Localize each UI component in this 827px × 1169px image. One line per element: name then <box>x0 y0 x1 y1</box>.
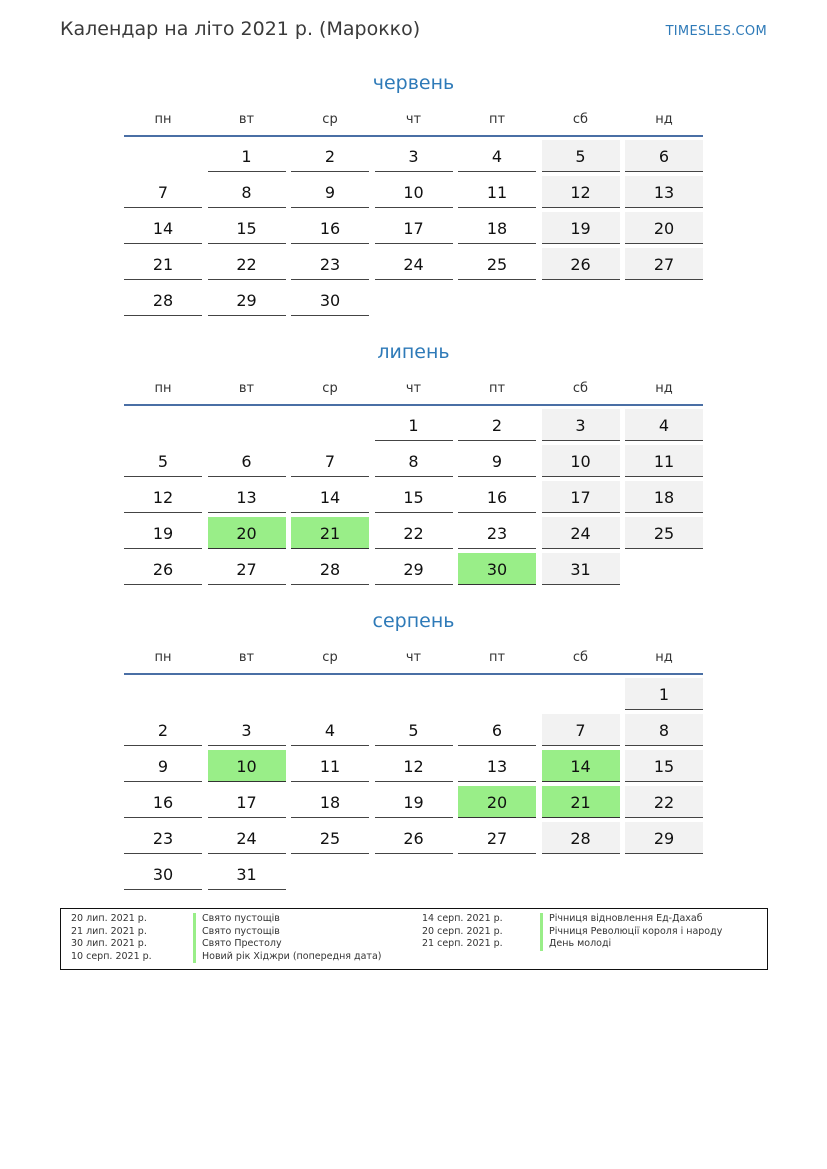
month-block <box>124 68 703 317</box>
day-cell: 17 <box>375 212 453 244</box>
day-cell: 16 <box>458 481 536 513</box>
day-cell: 17 <box>208 786 286 818</box>
day-cell: 26 <box>124 553 202 585</box>
weekend-day-cell: 26 <box>542 248 620 280</box>
day-cell: 9 <box>458 445 536 477</box>
empty-cell <box>124 140 202 171</box>
day-cell: 18 <box>458 212 536 244</box>
weekday-label: нд <box>655 112 673 127</box>
day-cell: 24 <box>375 248 453 280</box>
page-title: Календар на літо 2021 р. (Марокко) <box>60 18 421 40</box>
holiday-day-cell: 21 <box>291 517 369 549</box>
day-cell: 3 <box>375 140 453 172</box>
empty-cell <box>458 678 536 709</box>
empty-cell <box>124 678 202 709</box>
legend-holiday-name: Новий рік Хіджри (попередня дата) <box>193 951 381 964</box>
weekday-label: вт <box>238 650 255 665</box>
day-cell: 13 <box>208 481 286 513</box>
day-cell: 2 <box>291 140 369 172</box>
empty-cell <box>291 858 369 889</box>
day-cell: 30 <box>124 858 202 890</box>
month-name: липень <box>377 341 450 363</box>
holiday-day-cell: 20 <box>208 517 286 549</box>
weekend-day-cell: 5 <box>542 140 620 172</box>
legend-date: 20 лип. 2021 р. <box>71 913 147 924</box>
day-cell: 15 <box>375 481 453 513</box>
empty-cell <box>124 409 202 440</box>
day-cell: 29 <box>375 553 453 585</box>
legend-date: 20 серп. 2021 р. <box>422 925 503 937</box>
weekday-label: ср <box>322 650 338 665</box>
weekend-day-cell: 19 <box>542 212 620 244</box>
day-cell: 1 <box>208 140 286 172</box>
day-cell: 29 <box>208 284 286 316</box>
weekend-day-cell: 15 <box>625 750 703 782</box>
day-cell: 7 <box>124 176 202 208</box>
day-cell: 3 <box>208 714 286 746</box>
holiday-day-cell: 21 <box>542 786 620 818</box>
weekend-day-cell: 10 <box>542 445 620 477</box>
day-cell: 14 <box>124 212 202 244</box>
week-row <box>124 553 703 586</box>
empty-cell <box>625 553 703 584</box>
day-cell: 24 <box>208 822 286 854</box>
day-cell: 10 <box>375 176 453 208</box>
legend-date: 21 лип. 2021 р. <box>71 925 147 937</box>
empty-cell <box>542 284 620 315</box>
day-cell: 2 <box>458 409 536 441</box>
legend-date: 21 серп. 2021 р. <box>422 938 503 950</box>
day-cell: 18 <box>291 786 369 818</box>
weeks <box>124 409 703 586</box>
weekday-label: чт <box>405 112 422 127</box>
weekday-label: пн <box>154 112 172 127</box>
empty-cell <box>458 284 536 315</box>
day-cell: 19 <box>375 786 453 818</box>
weekday-label: пт <box>488 650 506 665</box>
weekday-label: пн <box>154 650 172 665</box>
week-row <box>124 678 703 711</box>
day-cell: 21 <box>124 248 202 280</box>
week-row <box>124 786 703 819</box>
day-cell: 28 <box>124 284 202 316</box>
legend-row <box>422 925 723 939</box>
day-cell: 9 <box>291 176 369 208</box>
weekend-day-cell: 7 <box>542 714 620 746</box>
holiday-legend <box>60 908 768 970</box>
month-block <box>124 606 703 891</box>
legend-date: 14 серп. 2021 р. <box>422 913 503 924</box>
weekend-day-cell: 29 <box>625 822 703 854</box>
day-cell: 14 <box>291 481 369 513</box>
day-cell: 8 <box>208 176 286 208</box>
day-cell: 25 <box>291 822 369 854</box>
legend-row <box>422 913 703 926</box>
weekday-header-row <box>124 642 703 675</box>
day-cell: 19 <box>124 517 202 549</box>
day-cell: 11 <box>458 176 536 208</box>
weekend-day-cell: 3 <box>542 409 620 441</box>
week-row <box>124 481 703 514</box>
weekday-label: нд <box>655 381 673 396</box>
weekday-label: пт <box>488 112 506 127</box>
empty-cell <box>542 858 620 889</box>
weekend-day-cell: 28 <box>542 822 620 854</box>
holiday-day-cell: 14 <box>542 750 620 782</box>
day-cell: 5 <box>124 445 202 477</box>
empty-cell <box>375 858 453 889</box>
legend-holiday-name: Свято пустощів <box>193 926 280 939</box>
day-cell: 6 <box>458 714 536 746</box>
weekend-day-cell: 20 <box>625 212 703 244</box>
day-cell: 25 <box>458 248 536 280</box>
weekday-label: ср <box>322 381 338 396</box>
holiday-day-cell: 20 <box>458 786 536 818</box>
day-cell: 23 <box>291 248 369 280</box>
day-cell: 31 <box>208 858 286 890</box>
weekday-label: сб <box>572 112 589 127</box>
legend-holiday-name: Річниця відновлення Ед-Дахаб <box>540 913 703 926</box>
weekday-label: пн <box>154 381 172 396</box>
weekday-label: нд <box>655 650 673 665</box>
weekend-day-cell: 6 <box>625 140 703 172</box>
empty-cell <box>625 284 703 315</box>
weekday-header-row <box>124 373 703 406</box>
weekend-day-cell: 25 <box>625 517 703 549</box>
weekday-label: вт <box>238 112 255 127</box>
empty-cell <box>208 678 286 709</box>
site-link[interactable]: TIMESLES.COM <box>665 24 767 39</box>
day-cell: 4 <box>291 714 369 746</box>
week-row <box>124 714 703 747</box>
weekend-day-cell: 8 <box>625 714 703 746</box>
weekend-day-cell: 24 <box>542 517 620 549</box>
legend-row <box>71 950 382 964</box>
weekday-label: чт <box>405 381 422 396</box>
day-cell: 28 <box>291 553 369 585</box>
month-name: серпень <box>372 610 455 632</box>
weekend-day-cell: 4 <box>625 409 703 441</box>
day-cell: 4 <box>458 140 536 172</box>
day-cell: 6 <box>208 445 286 477</box>
legend-date: 10 серп. 2021 р. <box>71 950 152 962</box>
legend-row <box>71 913 280 926</box>
weekday-label: сб <box>572 650 589 665</box>
day-cell: 30 <box>291 284 369 316</box>
day-cell: 16 <box>291 212 369 244</box>
weekend-day-cell: 31 <box>542 553 620 585</box>
week-row <box>124 284 703 317</box>
week-row <box>124 445 703 478</box>
legend-holiday-name: Свято пустощів <box>193 913 280 926</box>
weekday-label: вт <box>238 381 255 396</box>
week-row <box>124 176 703 209</box>
day-cell: 11 <box>291 750 369 782</box>
day-cell: 27 <box>458 822 536 854</box>
day-cell: 12 <box>124 481 202 513</box>
weeks <box>124 140 703 317</box>
empty-cell <box>375 284 453 315</box>
day-cell: 12 <box>375 750 453 782</box>
legend-row <box>71 938 282 951</box>
weekend-day-cell: 18 <box>625 481 703 513</box>
weekend-day-cell: 1 <box>625 678 703 710</box>
weekday-label: сб <box>572 381 589 396</box>
weekend-day-cell: 12 <box>542 176 620 208</box>
legend-holiday-name: День молоді <box>540 938 611 951</box>
holiday-day-cell: 10 <box>208 750 286 782</box>
week-row <box>124 212 703 245</box>
legend-holiday-name: Свято Престолу <box>193 938 282 951</box>
weekend-day-cell: 27 <box>625 248 703 280</box>
weekend-day-cell: 11 <box>625 445 703 477</box>
day-cell: 26 <box>375 822 453 854</box>
empty-cell <box>291 409 369 440</box>
day-cell: 8 <box>375 445 453 477</box>
week-row <box>124 750 703 783</box>
month-name: червень <box>372 72 455 94</box>
day-cell: 15 <box>208 212 286 244</box>
legend-row <box>71 925 280 939</box>
week-row <box>124 248 703 281</box>
empty-cell <box>458 858 536 889</box>
day-cell: 7 <box>291 445 369 477</box>
day-cell: 23 <box>124 822 202 854</box>
weeks <box>124 678 703 891</box>
legend-column-left <box>71 913 382 963</box>
week-row <box>124 822 703 855</box>
empty-cell <box>291 678 369 709</box>
legend-row <box>422 938 612 951</box>
legend-column-right <box>422 913 723 951</box>
weekday-header-row <box>124 104 703 137</box>
day-cell: 1 <box>375 409 453 441</box>
weekend-day-cell: 17 <box>542 481 620 513</box>
empty-cell <box>625 858 703 889</box>
empty-cell <box>208 409 286 440</box>
weekend-day-cell: 13 <box>625 176 703 208</box>
legend-holiday-name: Річниця Революції короля і народу <box>540 926 722 939</box>
day-cell: 2 <box>124 714 202 746</box>
day-cell: 22 <box>375 517 453 549</box>
day-cell: 16 <box>124 786 202 818</box>
weekend-day-cell: 22 <box>625 786 703 818</box>
empty-cell <box>375 678 453 709</box>
day-cell: 9 <box>124 750 202 782</box>
week-row <box>124 517 703 550</box>
weekday-label: чт <box>405 650 422 665</box>
week-row <box>124 858 703 891</box>
day-cell: 5 <box>375 714 453 746</box>
weekday-label: пт <box>488 381 506 396</box>
day-cell: 27 <box>208 553 286 585</box>
week-row <box>124 409 703 442</box>
day-cell: 23 <box>458 517 536 549</box>
holiday-day-cell: 30 <box>458 553 536 585</box>
month-block <box>124 337 703 586</box>
weekday-label: ср <box>322 112 338 127</box>
empty-cell <box>542 678 620 709</box>
week-row <box>124 140 703 173</box>
legend-date: 30 лип. 2021 р. <box>71 938 147 950</box>
day-cell: 13 <box>458 750 536 782</box>
day-cell: 22 <box>208 248 286 280</box>
